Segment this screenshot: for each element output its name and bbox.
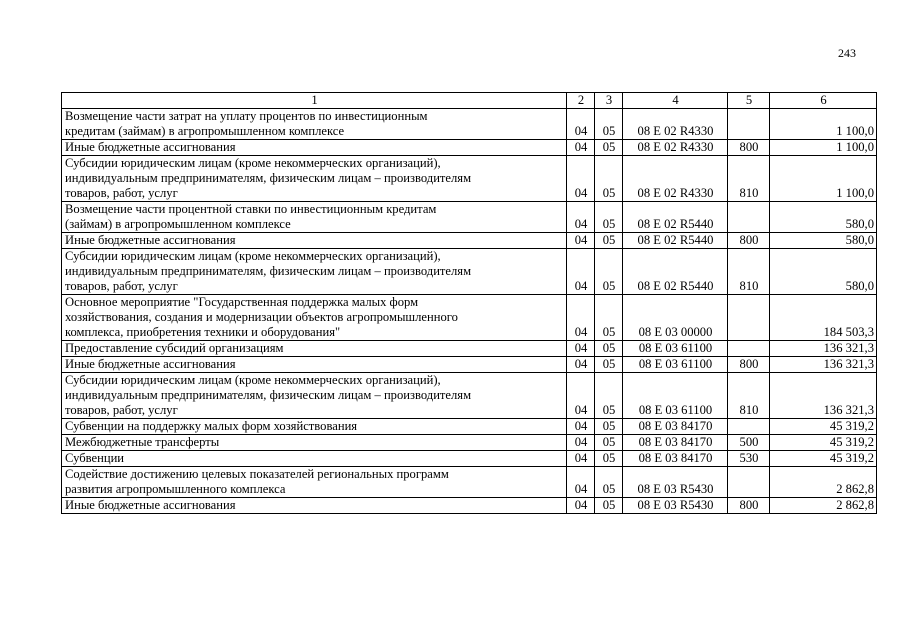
cell-name-line: кредитам (займам) в агропромышленном комплексе [65, 124, 345, 138]
cell-sum: 45 319,2 [770, 419, 877, 435]
table-row [62, 373, 877, 419]
cell-name [62, 295, 567, 341]
cell-rz: 04 [567, 498, 595, 514]
cell-name [62, 419, 567, 435]
cell-pr: 05 [595, 419, 623, 435]
cell-vr: 800 [728, 498, 770, 514]
cell-sum: 45 319,2 [770, 435, 877, 451]
cell-rz: 04 [567, 156, 595, 202]
cell-name [62, 233, 567, 249]
cell-vr [728, 109, 770, 140]
cell-name-line: Иные бюджетные ассигнования [65, 140, 236, 154]
cell-name-line: Субвенции на поддержку малых форм хозяйствования [65, 419, 358, 433]
cell-name-line: Субсидии юридическим лицам (кроме некоммерческих организаций), [65, 249, 441, 263]
cell-rz: 04 [567, 140, 595, 156]
table-row [62, 233, 877, 249]
cell-sum: 1 100,0 [770, 156, 877, 202]
cell-csr: 08 Е 03 00000 [623, 295, 728, 341]
cell-name-line: индивидуальным предпринимателям, физическим лицам – производителям [65, 388, 472, 402]
cell-csr: 08 Е 02 R5440 [623, 202, 728, 233]
cell-sum: 45 319,2 [770, 451, 877, 467]
cell-csr: 08 Е 03 61100 [623, 357, 728, 373]
cell-pr: 05 [595, 341, 623, 357]
cell-name-line: Межбюджетные трансферты [65, 435, 220, 449]
cell-rz: 04 [567, 451, 595, 467]
cell-csr: 08 Е 03 R5430 [623, 467, 728, 498]
cell-name [62, 202, 567, 233]
table-row [62, 140, 877, 156]
cell-pr: 05 [595, 357, 623, 373]
cell-rz: 04 [567, 467, 595, 498]
cell-sum: 136 321,3 [770, 373, 877, 419]
page-number: 243 [838, 46, 856, 60]
cell-name-line: товаров, работ, услуг [65, 279, 178, 293]
table-row [62, 467, 877, 498]
cell-rz: 04 [567, 435, 595, 451]
cell-csr: 08 Е 02 R4330 [623, 140, 728, 156]
cell-rz: 04 [567, 341, 595, 357]
cell-name [62, 451, 567, 467]
cell-name [62, 357, 567, 373]
cell-name-line: Возмещение части процентной ставки по инвестиционным кредитам [65, 202, 437, 216]
cell-name-line: товаров, работ, услуг [65, 186, 178, 200]
cell-pr: 05 [595, 140, 623, 156]
cell-rz: 04 [567, 249, 595, 295]
cell-name-line: комплекса, приобретения техники и оборудования" [65, 325, 341, 339]
cell-vr: 810 [728, 249, 770, 295]
cell-pr: 05 [595, 156, 623, 202]
cell-name-line: Предоставление субсидий организациям [65, 341, 284, 355]
header-cell-name: 1 [62, 93, 567, 109]
header-cell-sum: 6 [770, 93, 877, 109]
cell-rz: 04 [567, 419, 595, 435]
cell-name [62, 498, 567, 514]
cell-sum: 580,0 [770, 233, 877, 249]
cell-pr: 05 [595, 295, 623, 341]
header-cell-vr: 5 [728, 93, 770, 109]
budget-table-body [62, 93, 877, 514]
cell-name [62, 341, 567, 357]
cell-name-line: Субсидии юридическим лицам (кроме некоммерческих организаций), [65, 373, 441, 387]
table-row [62, 435, 877, 451]
cell-name-line: индивидуальным предпринимателям, физическим лицам – производителям [65, 171, 472, 185]
cell-vr [728, 341, 770, 357]
cell-vr: 530 [728, 451, 770, 467]
header-cell-rz: 2 [567, 93, 595, 109]
cell-csr: 08 Е 02 R4330 [623, 156, 728, 202]
cell-csr: 08 Е 03 61100 [623, 373, 728, 419]
cell-vr: 810 [728, 156, 770, 202]
cell-sum: 136 321,3 [770, 341, 877, 357]
cell-vr: 800 [728, 233, 770, 249]
cell-pr: 05 [595, 233, 623, 249]
cell-name-line: товаров, работ, услуг [65, 403, 178, 417]
cell-vr [728, 419, 770, 435]
cell-csr: 08 Е 03 84170 [623, 451, 728, 467]
cell-pr: 05 [595, 451, 623, 467]
cell-pr: 05 [595, 373, 623, 419]
table-row [62, 249, 877, 295]
header-cell-csr: 4 [623, 93, 728, 109]
cell-sum: 184 503,3 [770, 295, 877, 341]
cell-csr: 08 Е 02 R5440 [623, 249, 728, 295]
cell-name-line: Иные бюджетные ассигнования [65, 233, 236, 247]
cell-sum: 1 100,0 [770, 109, 877, 140]
table-row [62, 156, 877, 202]
cell-name [62, 140, 567, 156]
cell-csr: 08 Е 02 R4330 [623, 109, 728, 140]
table-row [62, 498, 877, 514]
cell-name [62, 435, 567, 451]
cell-csr: 08 Е 03 R5430 [623, 498, 728, 514]
cell-csr: 08 Е 03 84170 [623, 435, 728, 451]
budget-table [61, 92, 877, 514]
cell-csr: 08 Е 02 R5440 [623, 233, 728, 249]
cell-rz: 04 [567, 202, 595, 233]
table-row [62, 341, 877, 357]
cell-vr [728, 202, 770, 233]
cell-rz: 04 [567, 233, 595, 249]
cell-name-line: развития агропромышленного комплекса [65, 482, 286, 496]
cell-sum: 1 100,0 [770, 140, 877, 156]
cell-csr: 08 Е 03 84170 [623, 419, 728, 435]
table-header-row [62, 93, 877, 109]
cell-name-line: Возмещение части затрат на уплату процентов по инвестиционным [65, 109, 428, 123]
table-row [62, 295, 877, 341]
cell-vr: 800 [728, 357, 770, 373]
cell-rz: 04 [567, 357, 595, 373]
cell-name [62, 373, 567, 419]
cell-vr: 800 [728, 140, 770, 156]
cell-sum: 580,0 [770, 202, 877, 233]
cell-vr [728, 467, 770, 498]
table-row [62, 357, 877, 373]
cell-sum: 136 321,3 [770, 357, 877, 373]
cell-pr: 05 [595, 109, 623, 140]
cell-rz: 04 [567, 109, 595, 140]
cell-pr: 05 [595, 202, 623, 233]
cell-sum: 2 862,8 [770, 498, 877, 514]
cell-pr: 05 [595, 435, 623, 451]
cell-sum: 2 862,8 [770, 467, 877, 498]
cell-vr: 500 [728, 435, 770, 451]
cell-pr: 05 [595, 498, 623, 514]
cell-rz: 04 [567, 373, 595, 419]
cell-name-line: Иные бюджетные ассигнования [65, 357, 236, 371]
cell-name [62, 156, 567, 202]
cell-pr: 05 [595, 249, 623, 295]
cell-name-line: индивидуальным предпринимателям, физическим лицам – производителям [65, 264, 472, 278]
cell-rz: 04 [567, 295, 595, 341]
cell-name [62, 467, 567, 498]
cell-name-line: (займам) в агропромышленном комплексе [65, 217, 291, 231]
cell-pr: 05 [595, 467, 623, 498]
table-row [62, 109, 877, 140]
cell-name [62, 249, 567, 295]
cell-name [62, 109, 567, 140]
header-cell-pr: 3 [595, 93, 623, 109]
table-row [62, 419, 877, 435]
cell-name-line: Иные бюджетные ассигнования [65, 498, 236, 512]
table-row [62, 451, 877, 467]
cell-vr [728, 295, 770, 341]
cell-name-line: Субвенции [65, 451, 125, 465]
table-row [62, 202, 877, 233]
cell-name-line: хозяйствования, создания и модернизации объектов агропромышленного [65, 310, 458, 324]
cell-name-line: Содействие достижению целевых показателей региональных программ [65, 467, 449, 481]
cell-name-line: Основное мероприятие "Государственная поддержка малых форм [65, 295, 419, 309]
cell-csr: 08 Е 03 61100 [623, 341, 728, 357]
cell-name-line: Субсидии юридическим лицам (кроме некоммерческих организаций), [65, 156, 441, 170]
cell-sum: 580,0 [770, 249, 877, 295]
cell-vr: 810 [728, 373, 770, 419]
